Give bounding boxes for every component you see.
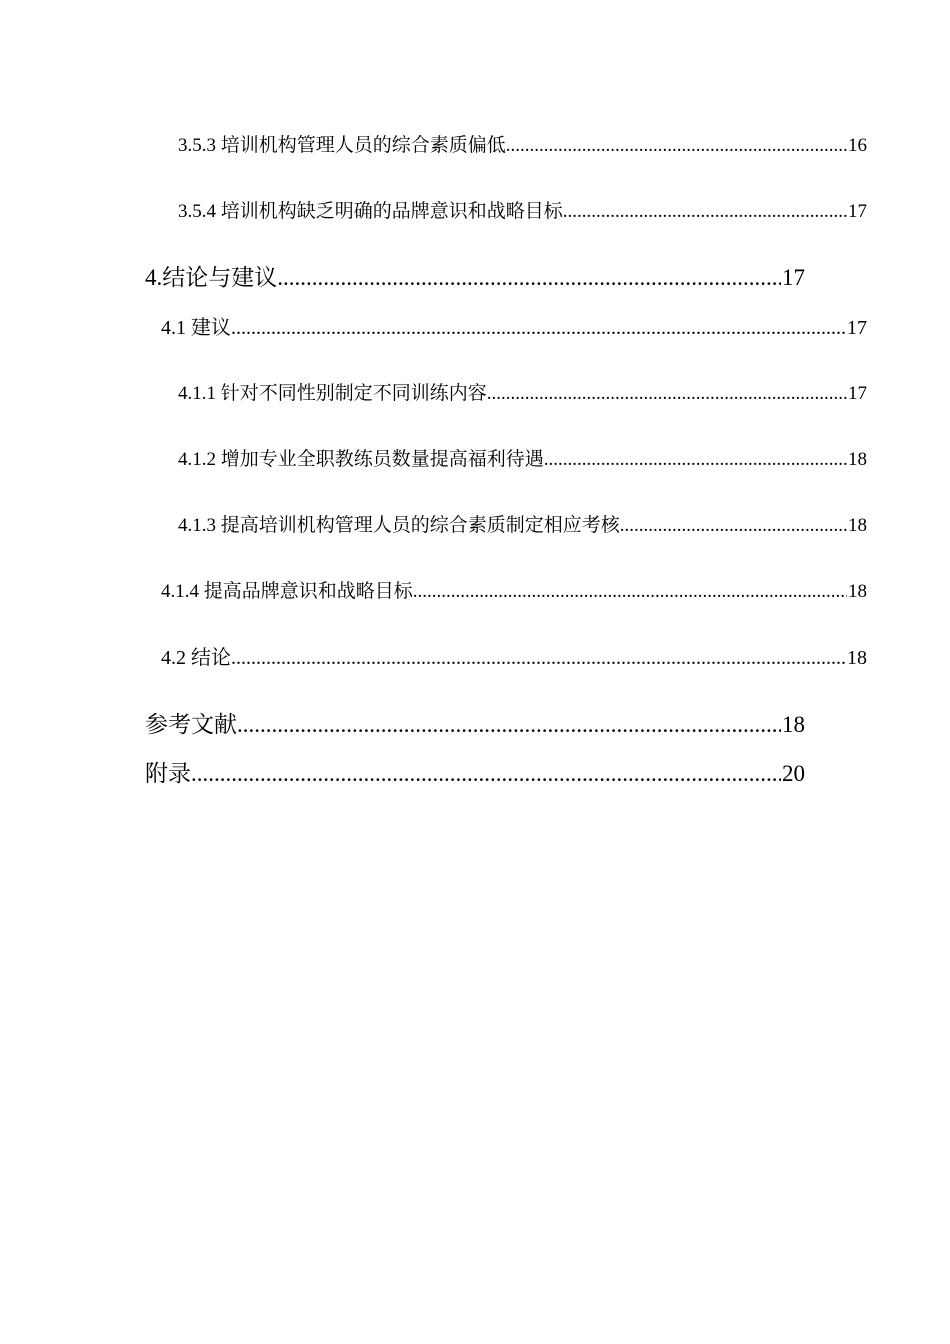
toc-page-number: 18 [848, 449, 867, 470]
toc-entry-title: 3.5.4 培训机构缺乏明确的品牌意识和战略目标 [178, 201, 563, 222]
toc-entry-title: 4.结论与建议 [145, 265, 278, 290]
toc-entry-title: 4.1.2 增加专业全职教练员数量提高福利待遇 [178, 449, 544, 470]
toc-entry-3-5-4[interactable] [178, 196, 867, 223]
toc-dot-leader [413, 581, 847, 603]
toc-entry-4-1[interactable] [161, 311, 867, 340]
toc-page-number: 16 [848, 135, 867, 156]
toc-entry-4-1-3[interactable] [178, 510, 867, 537]
toc-page-number: 17 [848, 383, 867, 404]
toc-entry-4-1-1[interactable] [178, 378, 867, 405]
toc-entry-title: 3.5.3 培训机构管理人员的综合素质偏低 [178, 135, 506, 156]
toc-dot-leader [237, 712, 781, 738]
toc-page-number: 17 [848, 201, 867, 222]
toc-dot-leader [487, 383, 847, 405]
toc-entry-appendix[interactable] [145, 755, 805, 788]
toc-entry-4-2[interactable] [161, 641, 867, 670]
toc-dot-leader [231, 317, 846, 340]
toc-entry-title: 4.1.1 针对不同性别制定不同训练内容 [178, 383, 487, 404]
toc-dot-leader [191, 761, 781, 787]
toc-entry-4-1-2[interactable] [178, 444, 867, 471]
toc-dot-leader [544, 449, 847, 471]
toc-dot-leader [277, 265, 781, 291]
toc-entry-title: 4.1 建议 [161, 317, 231, 339]
toc-page-number: 20 [782, 761, 805, 786]
toc-dot-leader [506, 135, 847, 157]
toc-dot-leader [563, 201, 847, 223]
toc-entry-chapter-4[interactable] [145, 259, 805, 292]
toc-entry-title: 参考文献 [145, 712, 237, 737]
toc-page-number: 18 [782, 712, 805, 737]
toc-dot-leader [620, 515, 847, 537]
toc-entry-title: 4.1.3 提高培训机构管理人员的综合素质制定相应考核 [178, 515, 620, 536]
toc-entry-references[interactable] [145, 706, 805, 739]
toc-entry-4-1-4[interactable] [161, 576, 867, 603]
toc-page-number: 17 [847, 317, 867, 339]
toc-page-number: 18 [848, 515, 867, 536]
toc-dot-leader [231, 647, 846, 670]
toc-entry-3-5-3[interactable] [178, 130, 867, 157]
toc-page-number: 17 [782, 265, 805, 290]
toc-page-number: 18 [847, 647, 867, 669]
toc-entry-title: 附录 [145, 761, 191, 786]
toc-entry-title: 4.1.4 提高品牌意识和战略目标 [161, 581, 413, 602]
toc-entry-title: 4.2 结论 [161, 647, 231, 669]
toc-page-number: 18 [848, 581, 867, 602]
